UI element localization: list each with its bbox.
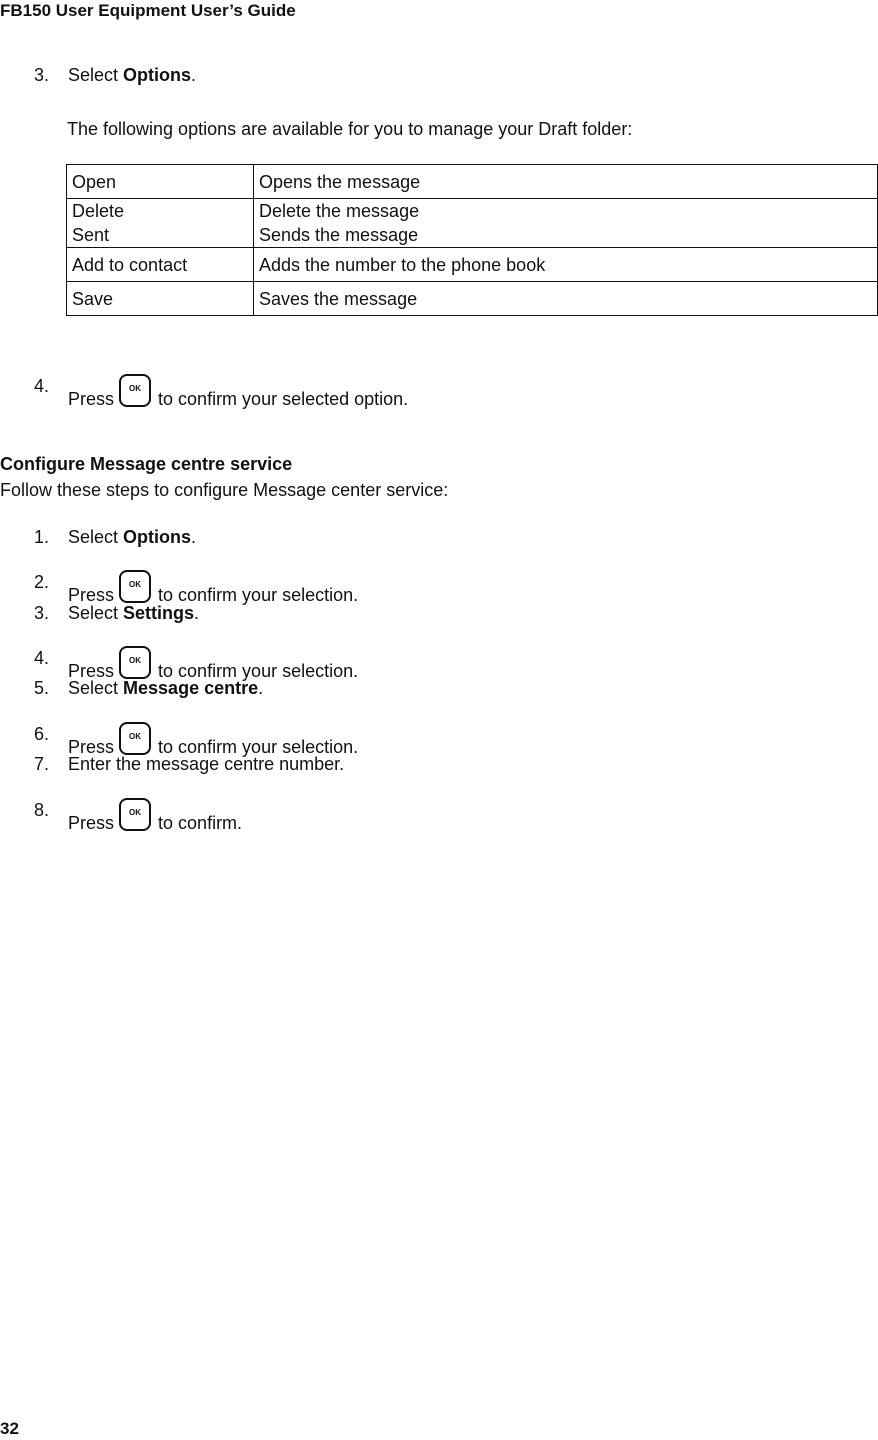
table-row	[67, 165, 878, 199]
step-text: Select Settings.	[68, 603, 200, 623]
option-cell: Save	[67, 282, 254, 316]
ok-key-icon: OK	[119, 646, 151, 679]
option-cell: Add to contact	[67, 248, 254, 282]
ok-key-icon: OK	[119, 798, 151, 831]
step-number: 5.	[34, 678, 50, 698]
description-cell: Opens the message	[254, 165, 878, 199]
ok-key-icon: OK	[119, 374, 151, 407]
table-row	[67, 199, 878, 248]
table-row	[67, 248, 878, 282]
step-number: 8.	[34, 800, 50, 820]
page-header-title: FB150 User Equipment User’s Guide	[0, 1, 296, 20]
step-number: 3.	[34, 65, 50, 85]
step-text: Select Message centre.	[68, 678, 264, 698]
step-number: 4.	[34, 376, 50, 396]
options-table	[66, 164, 878, 316]
page-number: 32	[0, 1419, 19, 1438]
option-cell: Delete Sent	[67, 199, 254, 248]
ok-key-icon: OK	[119, 722, 151, 755]
option-cell: Open	[67, 165, 254, 199]
step-number: 7.	[34, 754, 50, 774]
description-cell: Saves the message	[254, 282, 878, 316]
step-number: 4.	[34, 648, 50, 668]
step-number: 6.	[34, 724, 50, 744]
section-intro: Follow these steps to configure Message center service:	[0, 480, 449, 500]
ok-key-icon: OK	[119, 570, 151, 603]
description-cell: Adds the number to the phone book	[254, 248, 878, 282]
step-text: Press OK to confirm your selection.	[68, 646, 358, 683]
step-text: Press OK to confirm your selected option.	[68, 374, 408, 411]
description-cell: Delete the message Sends the message	[254, 199, 878, 248]
step-text: Enter the message centre number.	[68, 754, 345, 774]
options-intro-text: The following options are available for you to manage your Draft folder:	[67, 119, 633, 139]
step-text: Select Options.	[68, 527, 197, 547]
step-text: Press OK to confirm your selection.	[68, 570, 358, 607]
step-number: 2.	[34, 572, 50, 592]
step-text: Press OK to confirm.	[68, 798, 242, 835]
table-row	[67, 282, 878, 316]
step-text: Select Options.	[68, 65, 197, 85]
step-number: 3.	[34, 603, 50, 623]
section-title: Configure Message centre service	[0, 454, 293, 474]
step-number: 1.	[34, 527, 50, 547]
step-text: Press OK to confirm your selection.	[68, 722, 358, 759]
